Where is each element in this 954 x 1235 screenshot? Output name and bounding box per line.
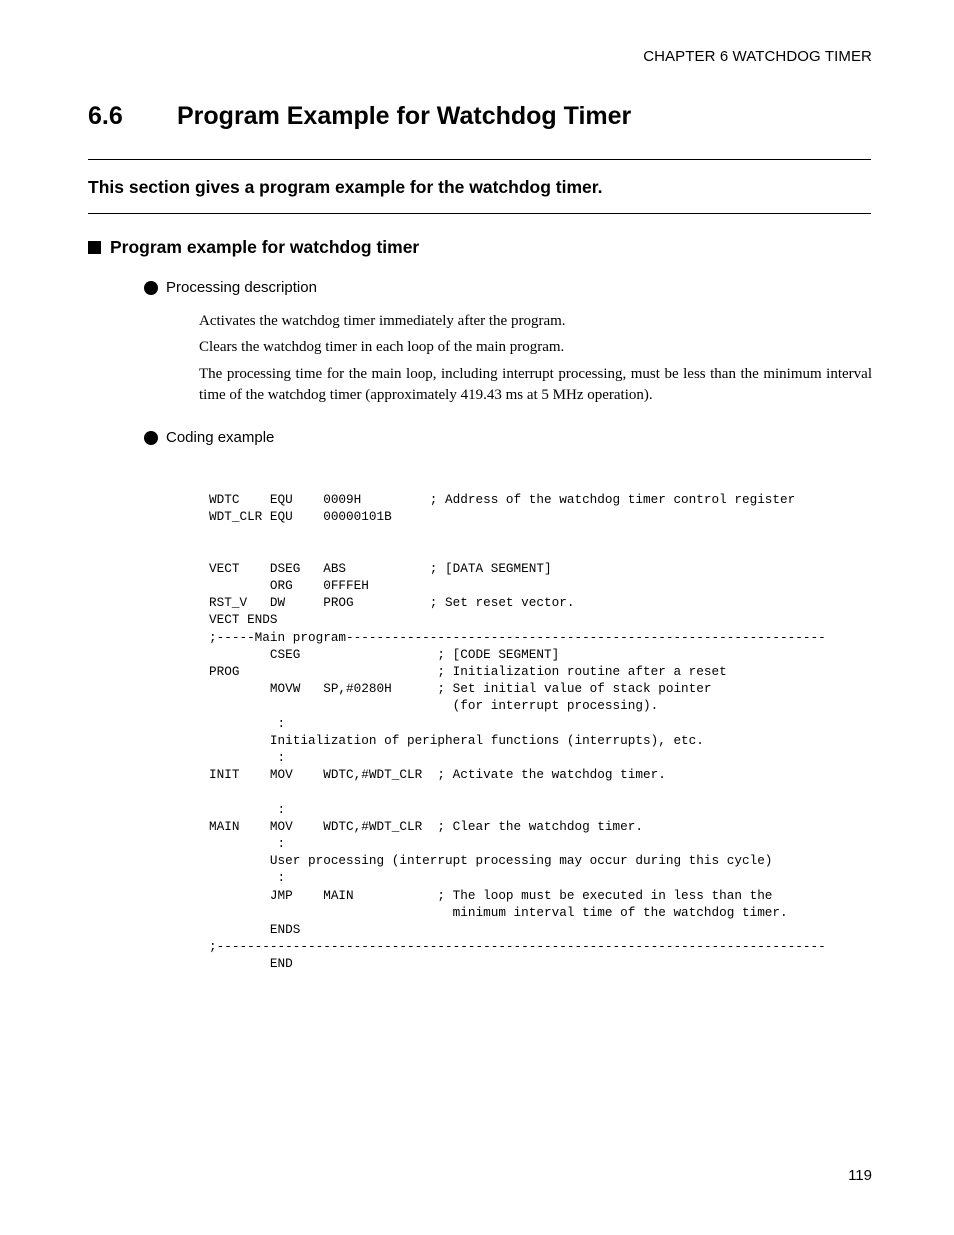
code-line: ;-----Main program--------------------------------------------------------------- [209, 629, 826, 645]
bottom-rule [88, 213, 871, 214]
chapter-header: CHAPTER 6 WATCHDOG TIMER [643, 48, 872, 65]
code-line: ENDS [209, 922, 301, 938]
section-summary: This section gives a program example for the watchdog timer. [88, 177, 603, 197]
code-line: Initialization of peripheral functions (interrupts), etc. [209, 732, 704, 748]
code-line: WDT_CLR EQU 00000101B [209, 509, 392, 525]
page-number: 119 [848, 1167, 872, 1184]
code-line: : [209, 870, 286, 886]
coding-example-heading [144, 429, 274, 446]
filled-circle-bullet-icon [144, 431, 158, 445]
code-line: : [209, 750, 286, 766]
processing-description-heading [144, 279, 317, 296]
section-number: 6.6 [88, 102, 123, 130]
code-line: : [209, 715, 286, 731]
code-line: END [209, 956, 293, 972]
code-line: VECT DSEG ABS ; [DATA SEGMENT] [209, 560, 552, 576]
subsection-heading [88, 237, 419, 258]
code-line: CSEG ; [CODE SEGMENT] [209, 646, 560, 662]
code-line: PROG ; Initialization routine after a reset [209, 664, 727, 680]
code-line: ;-------------------------------------------------------------------------------- [209, 939, 826, 955]
code-line: : [209, 801, 286, 817]
code-line: User processing (interrupt processing may occur during this cycle) [209, 853, 773, 869]
code-line: MAIN MOV WDTC,#WDT_CLR ; Clear the watchdog timer. [209, 818, 643, 834]
code-line: : [209, 836, 286, 852]
code-line: RST_V DW PROG ; Set reset vector. [209, 595, 575, 611]
processing-paragraph: The processing time for the main loop, including interrupt processing, must be less than the minimum interval time of the watchdog timer (approximately 419.43 ms at 5 MHz operation). [199, 366, 872, 403]
top-rule [88, 159, 871, 160]
code-listing [209, 491, 826, 973]
code-line: INIT MOV WDTC,#WDT_CLR ; Activate the watchdog timer. [209, 767, 666, 783]
code-line: WDTC EQU 0009H ; Address of the watchdog timer control register [209, 492, 796, 507]
code-line: ORG 0FFFEH [209, 578, 369, 594]
square-bullet-icon [88, 241, 101, 254]
code-line: MOVW SP,#0280H ; Set initial value of stack pointer [209, 681, 712, 697]
coding-example-label: Coding example [166, 429, 275, 446]
processing-paragraph: Activates the watchdog timer immediately after the program. [199, 313, 566, 329]
code-line: minimum interval time of the watchdog timer. [209, 904, 788, 920]
filled-circle-bullet-icon [144, 281, 158, 295]
section-title-text: Program Example for Watchdog Timer [177, 102, 632, 130]
code-line: VECT ENDS [209, 612, 278, 628]
code-line: JMP MAIN ; The loop must be executed in less than the [209, 887, 773, 903]
subsection-title: Program example for watchdog timer [110, 237, 420, 257]
processing-paragraph: Clears the watchdog timer in each loop of the main program. [199, 339, 565, 355]
section-title [88, 102, 631, 131]
code-line: (for interrupt processing). [209, 698, 659, 714]
processing-description-label: Processing description [166, 279, 317, 296]
